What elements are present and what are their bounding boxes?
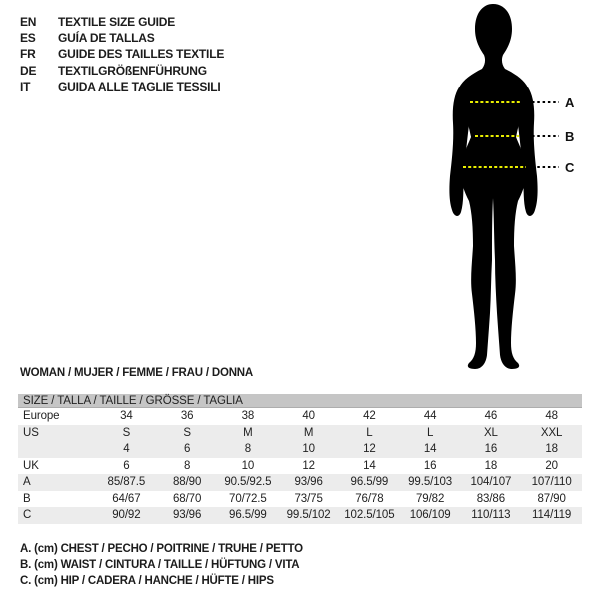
- size-value: 20: [545, 459, 558, 472]
- size-value: 83/86: [476, 492, 506, 505]
- size-value: 93/96: [294, 476, 323, 489]
- legend-hip: C. (cm) HIP / CADERA / HANCHE / HÜFTE / HIPS: [20, 575, 274, 587]
- size-value: 107/110: [531, 476, 572, 489]
- size-value: 99.5/103: [408, 476, 453, 489]
- size-value: 14: [363, 459, 376, 472]
- language-label: TEXTILGRÖßENFÜHRUNG: [58, 63, 207, 78]
- size-value: 34: [120, 410, 133, 423]
- legend-chest: A. (cm) CHEST / PECHO / POITRINE / TRUHE / PETTO: [20, 543, 303, 555]
- size-value: 40: [302, 410, 315, 423]
- table-row: [18, 507, 582, 524]
- size-value: L: [426, 426, 434, 439]
- size-value: 16: [423, 459, 437, 472]
- size-value: 18: [484, 459, 498, 472]
- size-value: 12: [302, 459, 315, 472]
- size-value: 70/72.5: [229, 492, 267, 505]
- legend-waist: B. (cm) WAIST / CINTURA / TAILLE / HÜFTUNG / VITA: [20, 559, 300, 571]
- size-value: 10: [302, 443, 315, 456]
- size-value: 38: [241, 410, 255, 423]
- size-value: 90.5/92.5: [224, 476, 272, 489]
- size-table-rows: [18, 408, 582, 524]
- size-value: 76/78: [355, 492, 384, 505]
- size-value: 18: [545, 443, 558, 456]
- size-value: 114/119: [532, 509, 572, 522]
- row-label: US: [23, 426, 39, 439]
- size-value: 102.5/105: [344, 509, 395, 522]
- language-code: ES: [20, 31, 36, 46]
- row-label: B: [23, 492, 31, 505]
- language-code: IT: [20, 79, 31, 94]
- size-value: XL: [483, 426, 498, 439]
- size-value: 6: [183, 443, 191, 456]
- size-value: 96.5/99: [229, 509, 267, 522]
- row-label: Europe: [23, 410, 60, 423]
- size-value: 14: [423, 443, 437, 456]
- table-row: [18, 474, 582, 491]
- size-value: 64/67: [112, 492, 141, 505]
- size-value: S: [183, 426, 191, 439]
- language-row-fr: [20, 46, 224, 62]
- table-row: [18, 408, 582, 425]
- table-row: [18, 491, 582, 508]
- size-value: 8: [244, 443, 252, 456]
- language-row-it: [20, 79, 224, 95]
- size-value: 48: [545, 410, 558, 423]
- size-table: [18, 394, 582, 524]
- language-row-es: [20, 30, 224, 46]
- size-value: M: [303, 426, 314, 439]
- size-value: 44: [423, 410, 437, 423]
- size-value: 87/90: [537, 492, 566, 505]
- row-label: UK: [23, 459, 39, 472]
- size-value: 79/82: [415, 492, 445, 505]
- language-list: [20, 14, 224, 95]
- measurement-figure: [420, 0, 600, 380]
- language-label: GUIDE DES TAILLES TEXTILE: [58, 47, 225, 62]
- size-value: 85/87.5: [107, 476, 146, 489]
- size-value: 12: [363, 443, 376, 456]
- size-value: 104/107: [470, 476, 512, 489]
- row-label: C: [23, 509, 32, 522]
- size-value: 110/113: [471, 509, 511, 522]
- size-value: 106/109: [409, 509, 451, 522]
- measurement-legend: [20, 541, 303, 589]
- language-row-de: [20, 63, 224, 79]
- size-value: 10: [241, 459, 255, 472]
- size-value: 42: [363, 410, 376, 423]
- marker-label-a: A: [565, 95, 575, 110]
- size-value: L: [366, 426, 373, 439]
- table-row: [18, 441, 582, 458]
- table-row: [18, 425, 582, 442]
- size-value: 16: [484, 443, 498, 456]
- language-label: GUIDA ALLE TAGLIE TESSILI: [58, 79, 221, 94]
- language-code: EN: [20, 15, 37, 29]
- row-label: A: [23, 476, 31, 489]
- language-code: FR: [20, 47, 36, 62]
- table-row: [18, 458, 582, 475]
- marker-label-c: C: [565, 160, 575, 175]
- size-value: 68/70: [172, 492, 202, 505]
- woman-silhouette: [459, 4, 528, 369]
- size-value: M: [243, 426, 253, 439]
- size-value: 4: [123, 443, 130, 456]
- language-label: GUÍA DE TALLAS: [58, 31, 155, 46]
- size-value: 36: [180, 410, 194, 423]
- size-value: 46: [484, 410, 498, 423]
- size-value: 88/90: [172, 476, 202, 489]
- size-value: XXL: [540, 426, 563, 439]
- size-value: 6: [123, 459, 130, 472]
- marker-label-b: B: [565, 129, 575, 144]
- size-value: 93/96: [172, 509, 202, 522]
- language-code: DE: [20, 63, 37, 78]
- size-value: 73/75: [294, 492, 323, 505]
- table-title: WOMAN / MUJER / FEMME / FRAU / DONNA: [20, 367, 254, 379]
- size-value: 90/92: [112, 509, 141, 522]
- size-value: 8: [183, 459, 191, 472]
- language-label: TEXTILE SIZE GUIDE: [58, 15, 176, 29]
- woman-silhouette-figure: [420, 0, 600, 380]
- size-table-header: SIZE / TALLA / TAILLE / GRÖSSE / TAGLIA: [18, 394, 582, 408]
- size-value: 96.5/99: [350, 476, 389, 489]
- size-value: 99.5/102: [286, 509, 331, 522]
- language-row-en: [20, 14, 224, 30]
- size-value: S: [122, 426, 131, 439]
